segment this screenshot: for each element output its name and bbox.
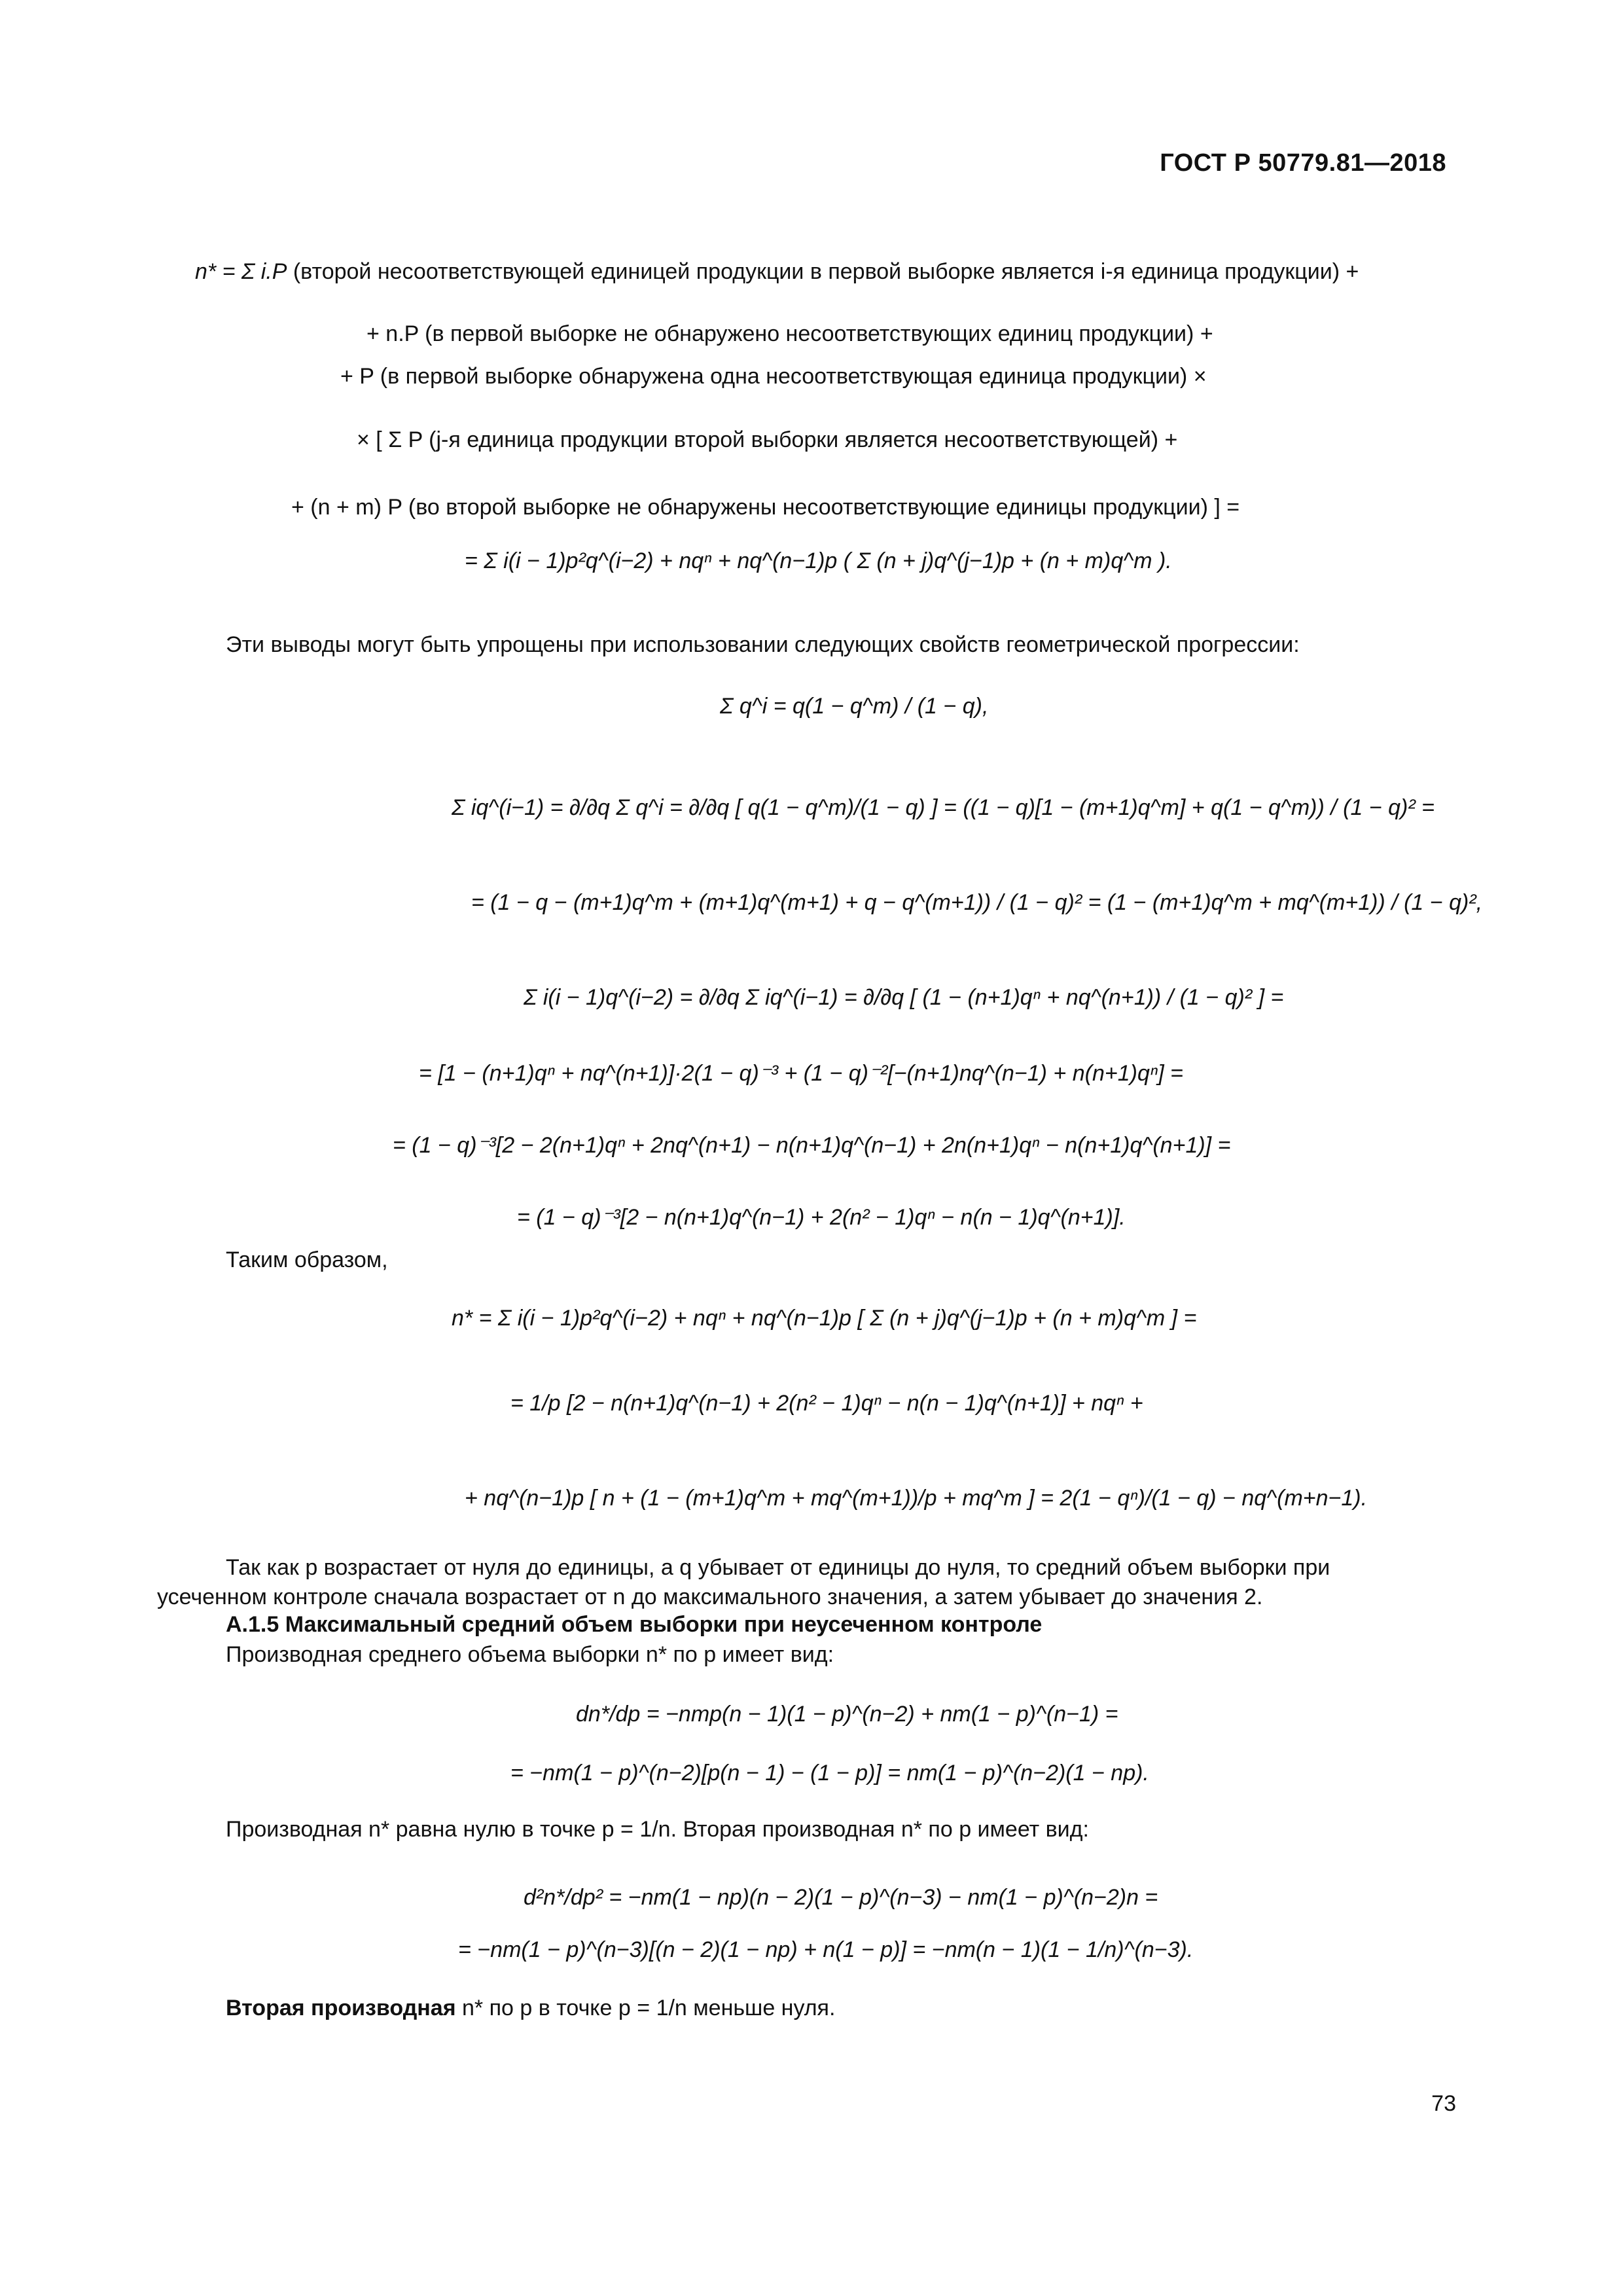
block1-line4: × [ Σ P (j-я единица продукции второй выборки является несоответствующей) + — [357, 427, 1178, 452]
equation-first-derivative: Σ iq^(i−1) = ∂/∂q Σ q^i = ∂/∂q [ q(1 − q^m)/(1 − q) ] = ((1 − q)[1 − (m+1)q^m] + q(1 − q^m)) / (1 − q)² = — [452, 795, 1435, 820]
thus-label: Таким образом, — [226, 1247, 388, 1272]
equation-expansion-1: = [1 − (n+1)qⁿ + nq^(n+1)]·2(1 − q)⁻³ + (1 − q)⁻²[−(n+1)nq^(n−1) + n(n+1)qⁿ] = — [419, 1061, 1184, 1086]
paragraph-geometric-intro: Эти выводы могут быть упрощены при использовании следующих свойств геометрической прогрессии: — [226, 632, 1300, 657]
section-heading-a15: А.1.5 Максимальный средний объем выборки при неусеченном контроле — [226, 1612, 1043, 1637]
second-derivative-line-2: = −nm(1 − p)^(n−3)[(n − 2)(1 − np) + n(1 − p)] = −nm(n − 1)(1 − 1/n)^(n−3). — [458, 1937, 1194, 1962]
equation-first-derivative-simplified: = (1 − q − (m+1)q^m + (m+1)q^(m+1) + q − q^(m+1)) / (1 − q)² = (1 − (m+1)q^m + mq^(m+1)) / (1 − q)², — [471, 890, 1483, 915]
equation-geometric-sum: Σ q^i = q(1 − q^m) / (1 − q), — [720, 694, 989, 719]
paragraph-sample-size-2: усеченном контроле сначала возрастает от n до максимального значения, а затем убывает до значения 2. — [157, 1585, 1263, 1609]
paragraph-sample-size-1: Так как p возрастает от нуля до единицы, а q убывает от единицы до нуля, то средний объем выборки при — [226, 1555, 1330, 1580]
document-header: ГОСТ Р 50779.81—2018 — [1160, 149, 1446, 177]
equation-expansion-3: = (1 − q)⁻³[2 − n(n+1)q^(n−1) + 2(n² − 1)qⁿ − n(n − 1)q^(n+1)]. — [517, 1205, 1126, 1230]
conclusion-bold: Вторая производная — [226, 1996, 456, 2020]
equation-second-derivative: Σ i(i − 1)q^(i−2) = ∂/∂q Σ iq^(i−1) = ∂/∂q [ (1 − (n+1)qⁿ + nq^(n+1)) / (1 − q)² ] = — [524, 985, 1284, 1010]
result-line-1: n* = Σ i(i − 1)p²q^(i−2) + nqⁿ + nq^(n−1)p [ Σ (n + j)q^(j−1)p + (n + m)q^m ] = — [452, 1306, 1197, 1331]
paragraph-second-derivative-intro: Производная n* равна нулю в точке p = 1/n. Вторая производная n* по p имеет вид: — [226, 1817, 1089, 1842]
page-number: 73 — [1431, 2091, 1456, 2116]
second-derivative-line-1: d²n*/dp² = −nm(1 − np)(n − 2)(1 − p)^(n−3) − nm(1 − p)^(n−2)n = — [524, 1885, 1158, 1910]
block1-line6: = Σ i(i − 1)p²q^(i−2) + nqⁿ + nq^(n−1)p ( Σ (n + j)q^(j−1)p + (n + m)q^m ). — [465, 548, 1172, 573]
conclusion-rest: n* по p в точке p = 1/n меньше нуля. — [462, 1996, 836, 2020]
equation-expansion-2: = (1 − q)⁻³[2 − 2(n+1)qⁿ + 2nq^(n+1) − n(n+1)q^(n−1) + 2n(n+1)qⁿ − n(n+1)q^(n+1)] = — [393, 1133, 1231, 1158]
block1-line2: + n.P (в первой выборке не обнаружено несоответствующих единиц продукции) + — [366, 321, 1213, 346]
derivative-line-2: = −nm(1 − p)^(n−2)[p(n − 1) − (1 − p)] = nm(1 − p)^(n−2)(1 − np). — [510, 1761, 1149, 1785]
block1-line5: + (n + m) P (во второй выборке не обнаружены несоответствующие единицы продукции) ] = — [291, 495, 1240, 520]
result-line-3: + nq^(n−1)p [ n + (1 − (m+1)q^m + mq^(m+1))/p + mq^m ] = 2(1 − qⁿ)/(1 − q) − nq^(m+n−1). — [465, 1486, 1368, 1511]
block1-line3: + P (в первой выборке обнаружена одна несоответствующая единица продукции) × — [340, 364, 1207, 389]
block1-line1-text: (второй несоответствующей единицей продукции в первой выборке является i-я единица продукции) + — [293, 259, 1359, 284]
block1-line1-lhs: n* = Σ i.P — [195, 259, 287, 284]
paragraph-derivative-intro: Производная среднего объема выборки n* по p имеет вид: — [226, 1642, 834, 1667]
block1-line1 — [195, 259, 1359, 285]
paragraph-conclusion — [226, 1995, 835, 2022]
derivative-line-1: dn*/dp = −nmp(n − 1)(1 − p)^(n−2) + nm(1 − p)^(n−1) = — [576, 1702, 1118, 1727]
result-line-2: = 1/p [2 − n(n+1)q^(n−1) + 2(n² − 1)qⁿ − n(n − 1)q^(n+1)] + nqⁿ + — [510, 1391, 1143, 1416]
